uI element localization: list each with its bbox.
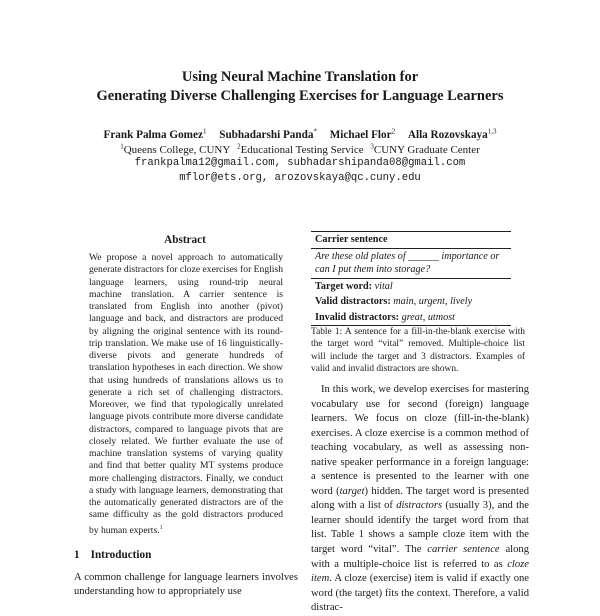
paper-title-line-1: Using Neural Machine Translation for bbox=[181, 69, 419, 85]
footnote-mark: 1 bbox=[159, 524, 163, 531]
example-table bbox=[311, 231, 511, 326]
affiliation: $^3$CUNY Graduate Center bbox=[370, 142, 480, 156]
paper-title-line-2: Generating Diverse Challenging Exercises for Language Learners bbox=[96, 88, 504, 104]
affiliation: $^2$Educational Testing Service bbox=[237, 142, 364, 156]
abstract-text: We propose a novel approach to automatically generate distractors for cloze exercises for English language learners, using round-trip neural machine translation. A carrier sentence is translated from English into another (pivot) language and back, and distractors are produced by aligning the original sentence with its round-trip translation. We make use of 16 linguistically-diverse pivots and generate hundreds of translation hypotheses in each direction. We show that using hundreds of translations allows us to generate a rich set of challenging distractors. Moreover, we find that typologically unrelated language pivots contribute more diverse candidate distractors, compared to language pivots that are closely related. We further evaluate the use of machine translation systems of varying quality and find that better quality MT systems produce more challenging distractors. Finally, we conduct a study with language learners, demonstrating that the automatically generated distractors are of the same difficulty as the gold distractors produced by human experts.$^1$ bbox=[89, 252, 283, 536]
affiliation-list bbox=[0, 139, 600, 157]
author: Subhadarshi Panda* bbox=[219, 127, 317, 141]
email-line-1: frankpalma12@gmail.com, subhadarshipanda08@gmail.com bbox=[134, 157, 466, 169]
valid-distractors-row: Valid distractors: main, urgent, lively bbox=[315, 296, 473, 307]
table-caption: Table 1: A sentence for a fill-in-the-blank exercise with the target word “vital” removed. Multiple-choice list will include the target and 3 distractors. Examples of valid and invalid distractors are shown. bbox=[311, 327, 525, 374]
target-word-row: Target word: vital bbox=[315, 280, 393, 292]
author: Frank Palma Gomez$^1$ bbox=[103, 127, 207, 141]
table-header: Carrier sentence bbox=[315, 234, 388, 245]
email-line-2: mflor@ets.org, arozovskaya@qc.cuny.edu bbox=[179, 172, 421, 184]
abstract-heading: Abstract bbox=[164, 234, 206, 246]
affiliation: $^1$Queens College, CUNY bbox=[120, 142, 231, 156]
carrier-sentence: Are these old plates of ______ importance or can I put them into storage? bbox=[315, 250, 500, 275]
author: Michael Flor$^2$ bbox=[329, 127, 396, 141]
section-title: Introduction bbox=[90, 549, 152, 561]
body-paragraph: In this work, we develop exercises for mastering vocabulary use for second (foreign) language learners. We focus on cloze (fill-in-the-blank) exercises. A cloze exercise is a common method of teaching vocabulary, as well as assessing non-native speaker performance in a foreign language: a sentence is presented to the learner with one word (target) hidden. The target word is presented along with a list of distractors (usually 3), and the learner should identify the target word from that list. Table 1 shows a sample cloze item with the target word “vital”. The carrier sentence along with a multiple-choice list is referred to as cloze item. A cloze (exercise) item is valid if exactly one word (the target) fits the context. Therefore, a valid distrac- bbox=[311, 384, 530, 614]
section-number: 1 bbox=[74, 549, 80, 561]
author: Alla Rozovskaya$^{1,3}$ bbox=[407, 127, 497, 141]
invalid-distractors-row: Invalid distractors: great, utmost bbox=[315, 311, 455, 323]
section-heading-introduction bbox=[74, 549, 151, 561]
introduction-text: A common challenge for language learners involves understanding how to appropriately use bbox=[74, 572, 298, 597]
